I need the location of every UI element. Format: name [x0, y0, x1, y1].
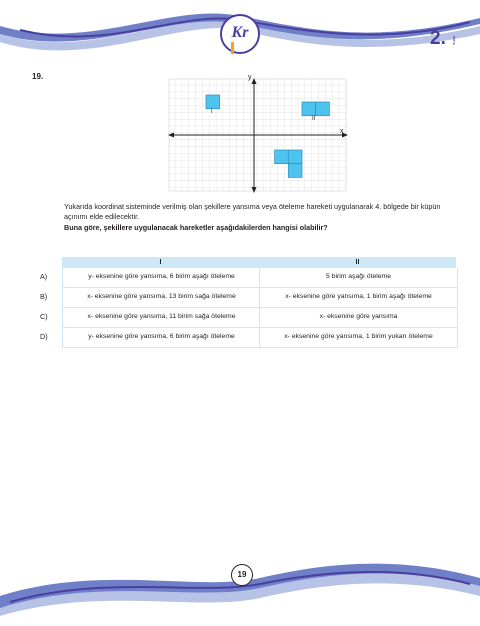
shape-ii: [302, 102, 329, 116]
unit-number: 2.: [430, 28, 446, 49]
shape-i-label: I: [211, 109, 213, 115]
option-b-col-ii: x- eksenine göre yansıma, 1 birim aşağı öteleme: [259, 287, 458, 308]
axis-x-label: x: [340, 128, 344, 135]
option-b-col-i: x- eksenine göre yansıma, 13 birim sağa öteleme: [62, 287, 260, 308]
option-a-col-i: y- eksenine göre yansıma, 6 birim aşağı öteleme: [62, 267, 260, 288]
option-d-row[interactable]: [40, 327, 456, 347]
page-number: 19: [231, 564, 253, 586]
option-d-col-ii: x- eksenine göre yansıma, 1 birim yukarı öteleme: [259, 327, 458, 348]
option-label: A): [40, 272, 48, 281]
unit-label: ÜNİTE: [452, 36, 456, 45]
option-a-row[interactable]: [40, 267, 456, 287]
shape-i: [206, 95, 220, 109]
option-label: B): [40, 292, 48, 301]
option-d-col-i: y- eksenine göre yansıma, 6 birim aşağı öteleme: [62, 327, 260, 348]
option-c-col-ii: x- eksenine göre yansıma: [259, 307, 458, 328]
header-col-ii: II: [355, 259, 360, 266]
option-c-row[interactable]: [40, 307, 456, 327]
coordinate-grid: [168, 78, 349, 193]
coordinate-figure: [168, 74, 349, 193]
option-label: C): [40, 312, 48, 321]
question-text: Yukarıda koordinat sisteminde verilmiş olan şekillere yansıma veya öteleme hareketi uygulanarak 4. bölgede bir küpün açınımı elde edilecektir.: [64, 202, 441, 221]
publisher-logo: [220, 14, 260, 54]
question-prompt: Buna göre, şekillere uygulanacak hareketler aşağıdakilerden hangisi olabilir?: [64, 223, 328, 232]
shape-ii-label: II: [312, 116, 316, 122]
option-label: D): [40, 332, 48, 341]
logo-text: Kr: [231, 24, 249, 41]
option-c-col-i: x- eksenine göre yansıma, 11 birim sağa öteleme: [62, 307, 260, 328]
option-a-col-ii: 5 birim aşağı öteleme: [259, 267, 458, 288]
question-number: 19.: [32, 72, 44, 81]
axis-y-label: y: [248, 74, 252, 81]
unit-badge: [430, 30, 460, 50]
header-col-i: I: [159, 259, 162, 266]
pen-icon: [231, 42, 234, 54]
option-b-row[interactable]: [40, 287, 456, 307]
